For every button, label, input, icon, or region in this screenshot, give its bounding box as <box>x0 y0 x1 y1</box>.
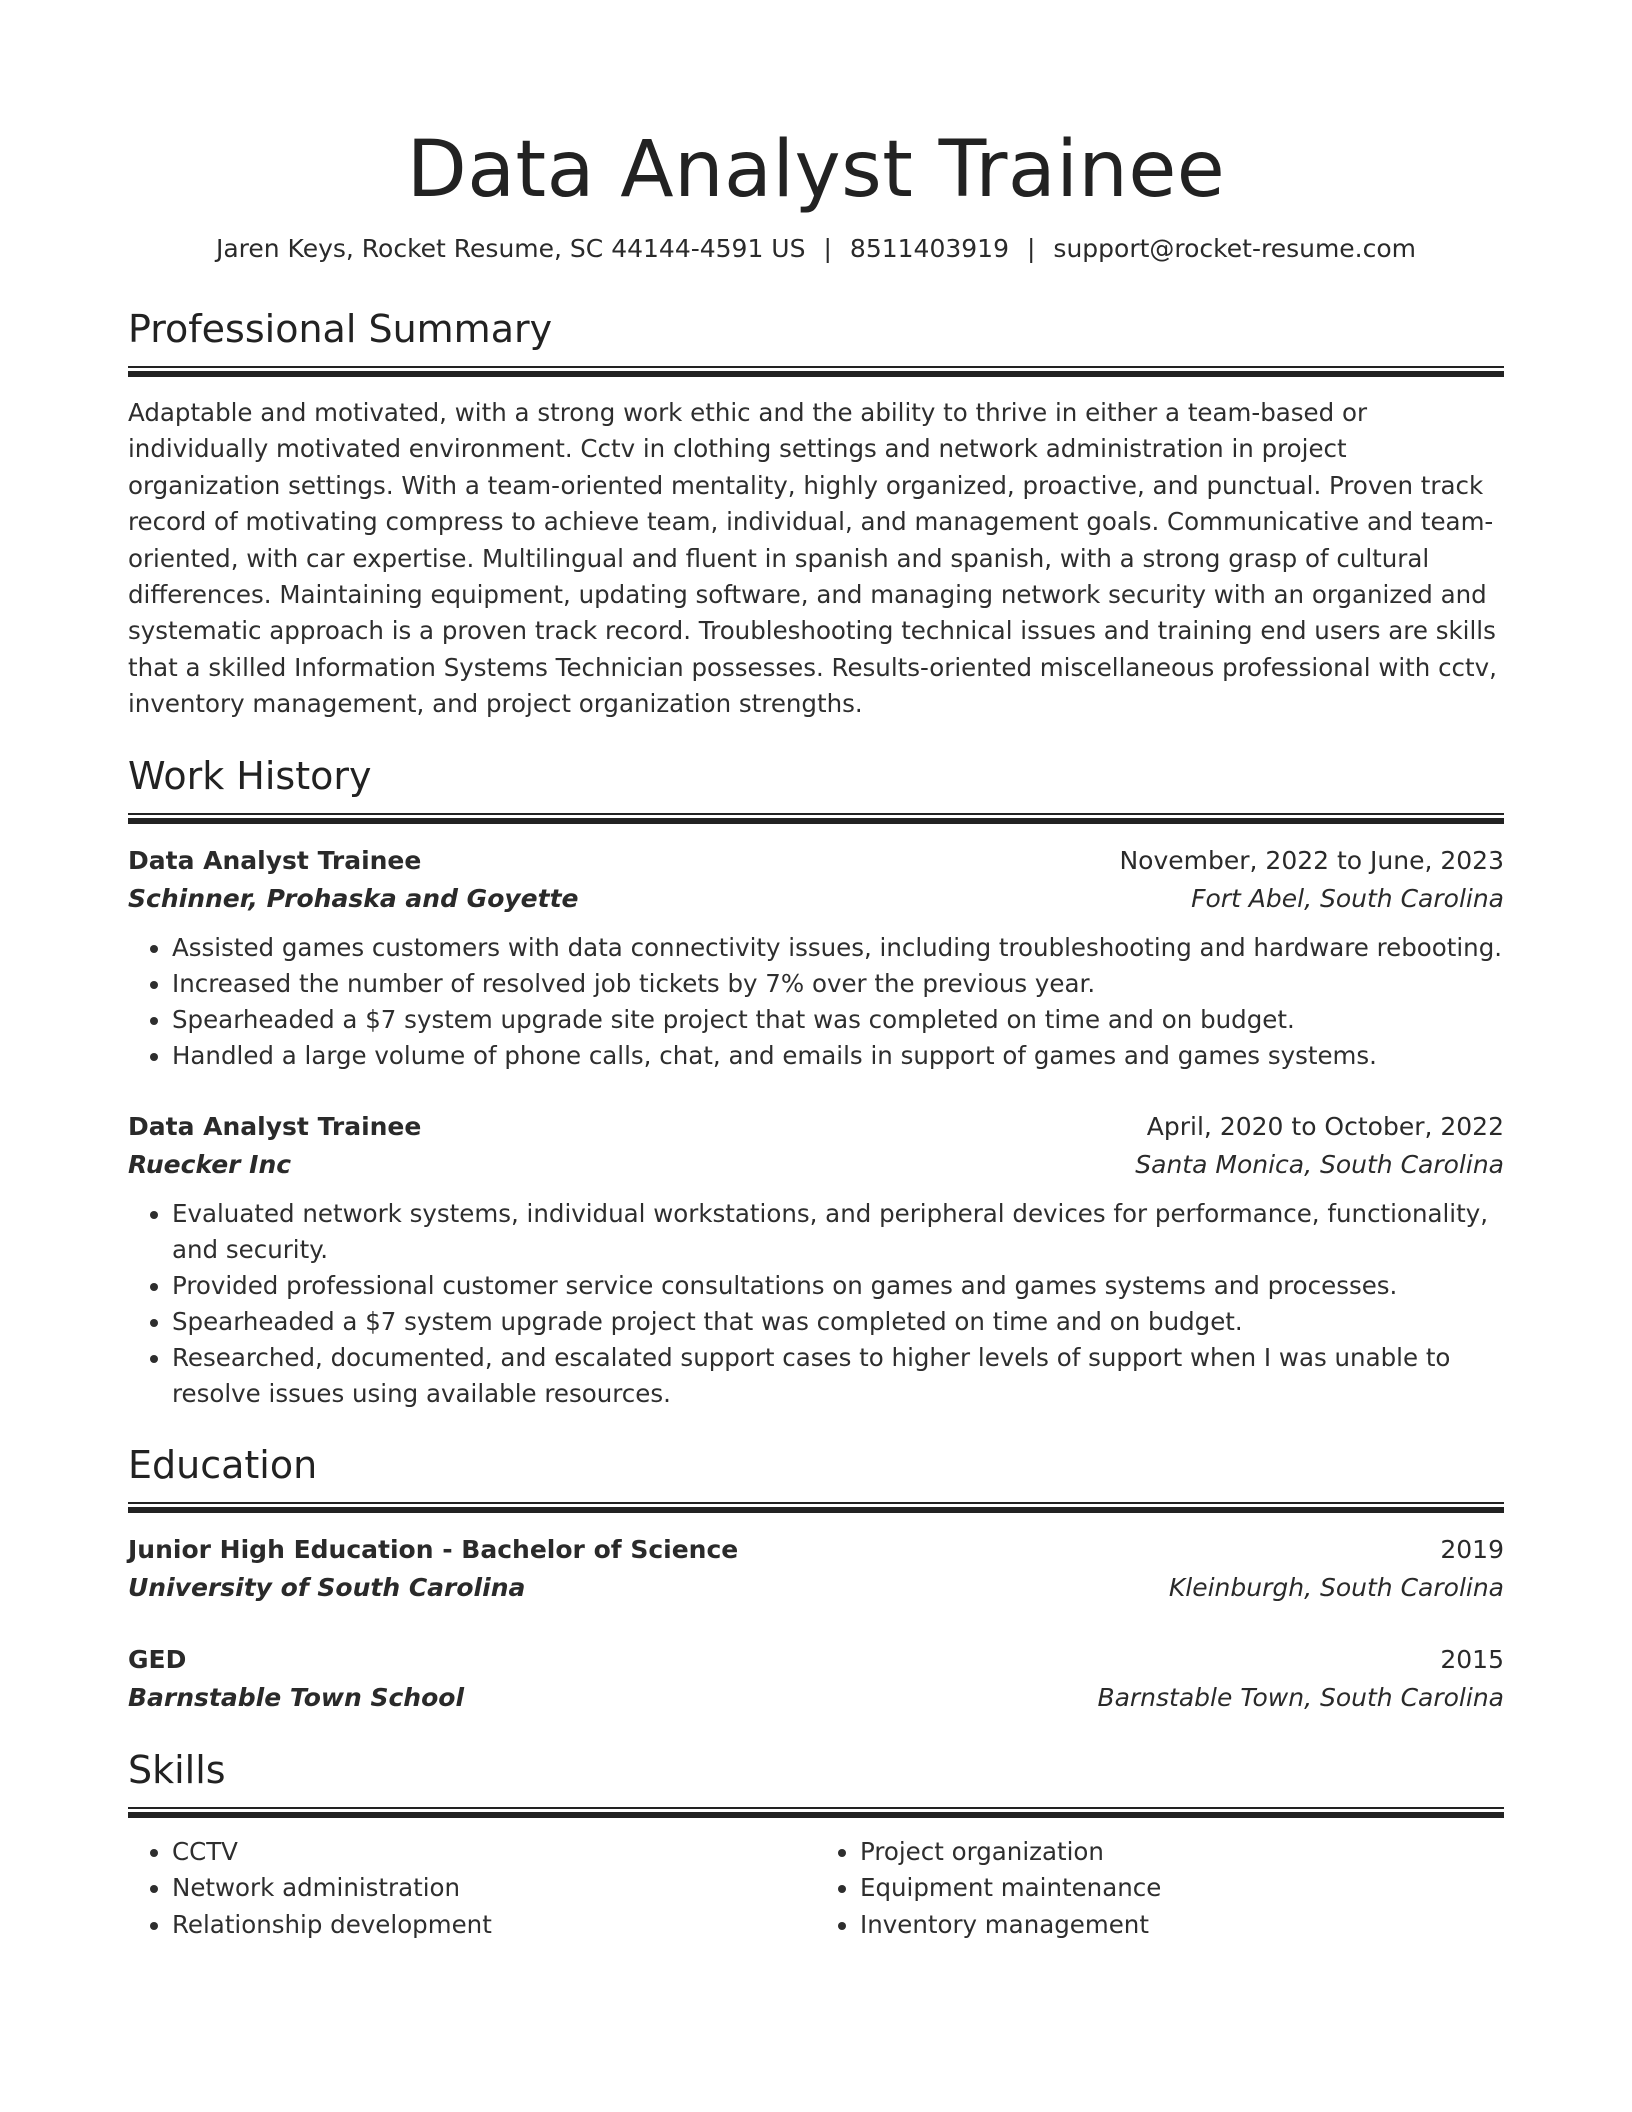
contact-phone: 8511403919 <box>849 234 1009 263</box>
skill-item: • Relationship development <box>172 1907 816 1944</box>
skill-item: • Inventory management <box>860 1907 1504 1944</box>
list-item: • Assisted games customers with data connectivity issues, including troubleshooting and hardware rebooting. <box>172 930 1504 966</box>
education-school: Barnstable Town School <box>128 1682 465 1712</box>
skills-grid <box>128 1834 1504 1944</box>
job-company: Schinner, Prohaska and Goyette <box>128 883 579 913</box>
list-item: • Spearheaded a $7 system upgrade site project that was completed on time and on budget. <box>172 1002 1504 1038</box>
education-entry <box>128 1641 1504 1717</box>
job-title: Data Analyst Trainee <box>128 845 422 875</box>
job-bullets <box>128 930 1504 1074</box>
list-item: • Researched, documented, and escalated support cases to higher levels of support when I was unable to resolve issues using available resources. <box>172 1340 1504 1412</box>
job-org-row <box>128 880 1504 918</box>
job-entry <box>128 842 1504 1074</box>
skills-column-right <box>816 1834 1504 1944</box>
job-header-row <box>128 842 1504 880</box>
skills-column-left <box>128 1834 816 1944</box>
job-org-row <box>128 1146 1504 1184</box>
section-divider <box>128 813 1504 824</box>
resume-title: Data Analyst Trainee <box>406 125 1226 215</box>
skills-section <box>128 1747 1504 1944</box>
job-entry <box>128 1108 1504 1412</box>
education-section <box>128 1442 1504 1717</box>
summary-heading: Professional Summary <box>128 307 553 351</box>
contact-separator: | <box>823 234 832 263</box>
job-location: Santa Monica, South Carolina <box>1135 1149 1504 1179</box>
skill-item: • Project organization <box>860 1834 1504 1871</box>
contact-address: Jaren Keys, Rocket Resume, SC 44144-4591 US <box>215 234 806 263</box>
section-divider <box>128 1502 1504 1513</box>
education-year: 2019 <box>1440 1534 1504 1564</box>
work-heading: Work History <box>128 753 372 798</box>
education-year: 2015 <box>1440 1644 1504 1674</box>
job-company: Ruecker Inc <box>128 1149 292 1179</box>
list-item: • Handled a large volume of phone calls, chat, and emails in support of games and games systems. <box>172 1038 1504 1074</box>
education-location: Kleinburgh, South Carolina <box>1168 1572 1504 1602</box>
education-school: University of South Carolina <box>128 1572 526 1602</box>
education-degree: Junior High Education - Bachelor of Science <box>128 1534 739 1564</box>
job-location: Fort Abel, South Carolina <box>1191 883 1504 913</box>
section-divider <box>128 1807 1504 1818</box>
education-school-row <box>128 1569 1504 1607</box>
summary-section <box>128 306 1504 723</box>
contact-email: support@rocket-resume.com <box>1053 234 1417 263</box>
education-school-row <box>128 1679 1504 1717</box>
section-divider <box>128 366 1504 377</box>
education-location: Barnstable Town, South Carolina <box>1097 1682 1504 1712</box>
contact-separator: | <box>1026 234 1036 263</box>
education-degree: GED <box>128 1644 187 1674</box>
work-section <box>128 753 1504 1412</box>
list-item: • Provided professional customer service consultations on games and games systems and processes. <box>172 1268 1504 1304</box>
job-dates: April, 2020 to October, 2022 <box>1146 1111 1504 1141</box>
summary-text: Adaptable and motivated, with a strong work ethic and the ability to thrive in either a team-based or individually motivated environment. Cctv in clothing settings and network administration in project organization settings. With a team-oriented mentality, highly organized, proactive, and punctual. Proven track record of motivating compress to achieve team, individual, and management goals. Communicative and team-oriented, with car expertise. Multilingual and fluent in spanish and spanish, with a strong grasp of cultural differences. Maintaining equipment, updating software, and managing network security with an organized and systematic approach is a proven track record. Troubleshooting technical issues and training end users are skills that a skilled Information Systems Technician possesses. Results-oriented miscellaneous professional with cctv, inventory management, and project organization strengths. <box>128 398 1497 719</box>
job-header-row <box>128 1108 1504 1146</box>
education-heading: Education <box>128 1442 318 1487</box>
skills-heading: Skills <box>128 1747 226 1792</box>
contact-line <box>128 232 1504 266</box>
skill-item: • Network administration <box>172 1870 816 1907</box>
list-item: • Spearheaded a $7 system upgrade project that was completed on time and on budget. <box>172 1304 1504 1340</box>
education-entry <box>128 1531 1504 1607</box>
job-title: Data Analyst Trainee <box>128 1111 422 1141</box>
education-header-row <box>128 1641 1504 1679</box>
job-bullets <box>128 1196 1504 1412</box>
list-item: • Increased the number of resolved job tickets by 7% over the previous year. <box>172 966 1504 1002</box>
job-dates: November, 2022 to June, 2023 <box>1119 845 1504 875</box>
list-item: • Evaluated network systems, individual workstations, and peripheral devices for performance, functionality, and security. <box>172 1196 1504 1268</box>
education-header-row <box>128 1531 1504 1569</box>
skill-item: • CCTV <box>172 1834 816 1871</box>
skill-item: • Equipment maintenance <box>860 1870 1504 1907</box>
